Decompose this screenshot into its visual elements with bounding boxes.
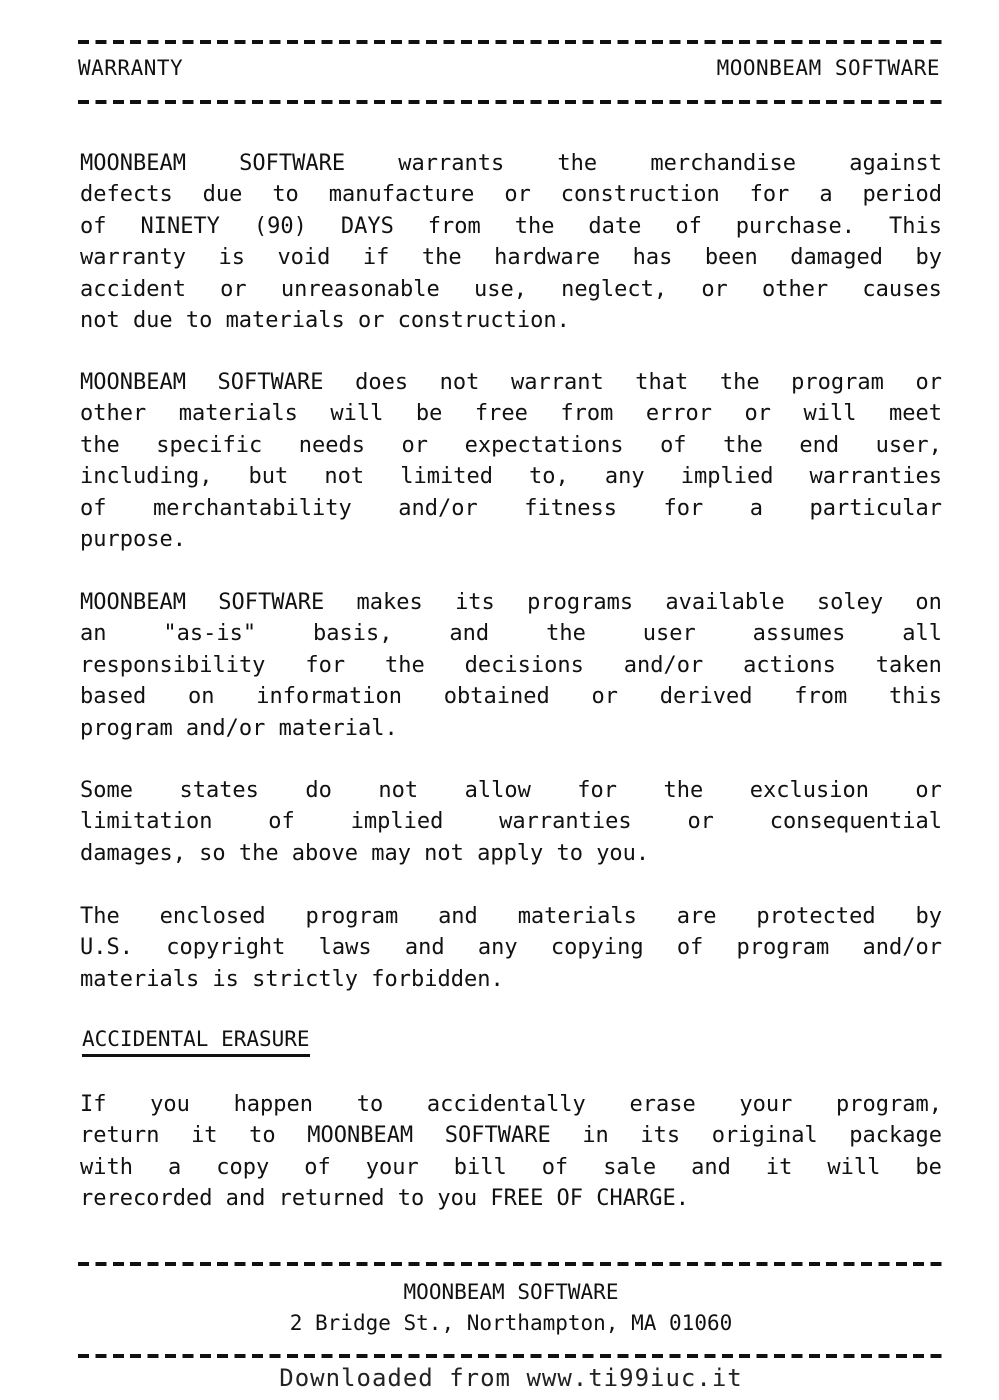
text-line bbox=[80, 211, 942, 242]
word: warranties bbox=[499, 809, 632, 835]
text-line bbox=[80, 148, 942, 179]
word: that bbox=[635, 370, 689, 395]
word: SOFTWARE bbox=[217, 370, 324, 395]
word: do bbox=[305, 778, 332, 803]
word: does bbox=[355, 370, 409, 395]
text-line bbox=[80, 838, 942, 869]
word: forbidden. bbox=[371, 966, 504, 992]
word: or bbox=[220, 276, 247, 302]
word: rerecorded bbox=[80, 1186, 213, 1212]
word: not bbox=[324, 464, 365, 490]
word: so bbox=[199, 840, 226, 866]
dashed-rule-footer-top bbox=[78, 1262, 944, 1266]
word: merchandise bbox=[650, 151, 797, 176]
word: hardware bbox=[494, 245, 601, 271]
word: of bbox=[675, 213, 702, 239]
page-header bbox=[78, 56, 940, 80]
word: will bbox=[803, 401, 857, 427]
word: and bbox=[404, 935, 445, 961]
word: laws bbox=[318, 935, 372, 961]
word: implied bbox=[680, 464, 774, 490]
word: are bbox=[676, 904, 717, 929]
word: soley bbox=[816, 590, 884, 615]
word: construction bbox=[560, 182, 720, 208]
word: OF bbox=[556, 1186, 584, 1212]
word: use, bbox=[473, 276, 527, 302]
text-line bbox=[80, 775, 942, 806]
word: of bbox=[304, 1154, 331, 1180]
word: to, bbox=[529, 464, 569, 490]
word: of bbox=[541, 1154, 569, 1180]
word: end bbox=[799, 432, 840, 458]
word: limited bbox=[400, 464, 493, 490]
text-line bbox=[80, 713, 942, 744]
word: any bbox=[477, 935, 518, 961]
word: by bbox=[915, 245, 942, 271]
word: the bbox=[384, 652, 425, 678]
word: to bbox=[185, 307, 213, 333]
word: any bbox=[604, 464, 645, 490]
word: it bbox=[191, 1123, 218, 1149]
word: program, bbox=[836, 1092, 942, 1117]
word: the bbox=[80, 432, 120, 458]
word: of bbox=[268, 809, 295, 835]
word: SOFTWARE bbox=[218, 590, 325, 615]
word: you. bbox=[596, 840, 650, 866]
word: or bbox=[504, 182, 531, 208]
text-line bbox=[80, 587, 942, 618]
word: program bbox=[305, 904, 399, 929]
word: SOFTWARE bbox=[239, 151, 346, 176]
text-line bbox=[80, 179, 942, 210]
word: a bbox=[749, 495, 763, 521]
word: will bbox=[827, 1154, 881, 1180]
paragraph-accidental-erasure bbox=[80, 1089, 942, 1215]
word: erase bbox=[629, 1092, 696, 1117]
word: against bbox=[849, 151, 942, 176]
word: you bbox=[150, 1092, 190, 1117]
text-line bbox=[80, 242, 942, 273]
word: unreasonable bbox=[280, 276, 440, 302]
paragraph-state-exclusions bbox=[80, 775, 942, 869]
word: or bbox=[687, 809, 714, 835]
word: MOONBEAM bbox=[80, 151, 186, 176]
word: it bbox=[765, 1154, 793, 1180]
word: happen bbox=[233, 1092, 314, 1117]
footer-address: 2 Bridge St., Northampton, MA 01060 bbox=[289, 1311, 733, 1335]
word: from bbox=[427, 213, 481, 239]
word: taken bbox=[875, 652, 942, 678]
word: an bbox=[80, 621, 107, 647]
word: from bbox=[794, 684, 848, 710]
text-line bbox=[80, 524, 942, 555]
word: protected bbox=[756, 904, 876, 929]
word: and bbox=[449, 621, 490, 647]
word: meet bbox=[888, 401, 942, 427]
paragraph-copyright bbox=[80, 901, 942, 995]
word: and bbox=[225, 1186, 266, 1212]
word: responsibility bbox=[80, 652, 266, 678]
word: apply bbox=[477, 840, 544, 866]
word: exclusion bbox=[749, 778, 869, 803]
word: SOFTWARE bbox=[444, 1123, 551, 1149]
word: original bbox=[711, 1123, 818, 1149]
word: package bbox=[849, 1123, 942, 1149]
word: on bbox=[915, 590, 942, 615]
word: NINETY bbox=[140, 213, 220, 239]
text-line bbox=[80, 274, 942, 305]
text-line bbox=[80, 650, 942, 681]
word: from bbox=[560, 401, 614, 427]
word: program bbox=[791, 370, 884, 395]
download-source-note: Downloaded from www.ti99iuc.it bbox=[279, 1364, 743, 1392]
word: other bbox=[80, 401, 147, 427]
word: to bbox=[249, 1123, 276, 1149]
word: the bbox=[238, 840, 279, 866]
text-line bbox=[80, 1089, 942, 1120]
word: programs bbox=[527, 590, 634, 615]
word: free bbox=[474, 401, 528, 427]
word: a bbox=[819, 182, 833, 208]
word: (90) bbox=[253, 213, 307, 239]
word: other bbox=[762, 276, 829, 302]
word: this bbox=[888, 684, 942, 710]
word: not bbox=[378, 778, 419, 803]
text-line bbox=[80, 493, 942, 524]
text-line bbox=[80, 1120, 942, 1151]
word: not bbox=[80, 307, 120, 333]
word: the bbox=[723, 432, 763, 458]
word: CHARGE. bbox=[596, 1186, 689, 1212]
word: is bbox=[212, 966, 239, 992]
paragraph-as-is bbox=[80, 587, 942, 744]
word: purpose. bbox=[80, 526, 186, 552]
word: or bbox=[744, 401, 772, 427]
word: or bbox=[701, 276, 728, 302]
word: derived bbox=[659, 684, 753, 710]
word: in bbox=[582, 1123, 609, 1149]
word: The bbox=[80, 904, 120, 929]
section-heading-accidental-erasure: ACCIDENTAL ERASURE bbox=[82, 1026, 310, 1057]
word: not bbox=[424, 840, 464, 866]
word: MOONBEAM bbox=[80, 370, 186, 395]
paragraph-no-warranty-fitness bbox=[80, 367, 942, 555]
word: If bbox=[80, 1092, 107, 1117]
word: all bbox=[902, 621, 942, 647]
word: of bbox=[80, 213, 107, 239]
word: program bbox=[80, 715, 173, 741]
word: and/or bbox=[185, 715, 266, 741]
text-line bbox=[80, 398, 942, 429]
word: due bbox=[132, 307, 173, 333]
footer-company: MOONBEAM SOFTWARE bbox=[403, 1280, 619, 1304]
word: DAYS bbox=[340, 213, 394, 239]
word: causes bbox=[862, 276, 942, 302]
word: and/or bbox=[398, 495, 478, 521]
word: damages, bbox=[80, 840, 186, 866]
word: expectations bbox=[464, 432, 624, 458]
word: makes bbox=[356, 590, 423, 615]
word: the bbox=[663, 778, 704, 803]
word: U.S. bbox=[80, 935, 133, 961]
word: neglect, bbox=[561, 276, 668, 302]
word: the bbox=[557, 151, 598, 176]
word: the bbox=[514, 213, 555, 239]
word: MOONBEAM bbox=[80, 590, 186, 615]
word: to bbox=[272, 182, 299, 208]
word: or bbox=[357, 307, 385, 333]
word: manufacture bbox=[328, 182, 475, 208]
word: Some bbox=[80, 778, 133, 803]
word: to bbox=[556, 840, 583, 866]
word: FREE bbox=[490, 1186, 544, 1212]
word: purchase. bbox=[735, 213, 856, 239]
word: warrant bbox=[510, 370, 604, 395]
word: This bbox=[888, 213, 942, 239]
word: basis, bbox=[313, 621, 393, 647]
word: actions bbox=[743, 652, 836, 678]
word: of bbox=[80, 495, 107, 521]
word: program bbox=[736, 935, 830, 961]
word: by bbox=[915, 904, 942, 929]
text-line bbox=[80, 932, 942, 963]
word: for bbox=[577, 778, 618, 803]
word: or bbox=[915, 370, 942, 395]
word: will bbox=[330, 401, 384, 427]
word: available bbox=[665, 590, 785, 615]
header-company: MOONBEAM SOFTWARE bbox=[716, 56, 940, 80]
word: for bbox=[663, 495, 704, 521]
word: strictly bbox=[252, 966, 359, 992]
word: the bbox=[546, 621, 586, 647]
word: for bbox=[749, 182, 790, 208]
dashed-rule-footer-bottom bbox=[78, 1354, 944, 1358]
word: return bbox=[80, 1123, 160, 1149]
word: above bbox=[291, 840, 359, 866]
word: materials bbox=[517, 904, 637, 929]
word: a bbox=[167, 1154, 182, 1180]
word: the bbox=[719, 370, 760, 395]
word: MOONBEAM bbox=[307, 1123, 414, 1149]
word: to bbox=[356, 1092, 384, 1117]
word: due bbox=[202, 182, 243, 208]
word: "as-is" bbox=[163, 621, 257, 647]
word: not bbox=[439, 370, 480, 395]
word: copying bbox=[550, 935, 644, 961]
word: needs bbox=[298, 432, 366, 458]
word: merchantability bbox=[153, 495, 352, 521]
word: enclosed bbox=[159, 904, 266, 929]
word: warranties bbox=[809, 464, 942, 490]
word: obtained bbox=[443, 684, 550, 710]
word: information bbox=[256, 684, 402, 710]
word: been bbox=[704, 245, 758, 271]
word: date bbox=[588, 213, 642, 239]
word: defects bbox=[80, 182, 173, 208]
word: states bbox=[179, 778, 259, 803]
word: you bbox=[437, 1186, 478, 1212]
word: period bbox=[862, 182, 942, 208]
word: of bbox=[660, 432, 687, 458]
text-line bbox=[80, 367, 942, 398]
word: copyright bbox=[166, 935, 286, 961]
word: accident bbox=[80, 276, 186, 302]
word: has bbox=[632, 245, 673, 271]
word: consequential bbox=[769, 809, 942, 835]
word: the bbox=[421, 245, 462, 271]
word: copy bbox=[216, 1154, 270, 1180]
word: your bbox=[365, 1154, 419, 1180]
word: your bbox=[739, 1092, 793, 1117]
text-line bbox=[80, 461, 942, 492]
word: decisions bbox=[464, 652, 584, 678]
word: and bbox=[691, 1154, 731, 1180]
text-line bbox=[80, 305, 942, 336]
word: be bbox=[415, 401, 443, 427]
word: or bbox=[915, 778, 942, 803]
word: materials bbox=[80, 966, 200, 992]
word: may bbox=[371, 840, 411, 866]
word: or bbox=[591, 684, 618, 710]
word: and bbox=[438, 904, 478, 929]
word: with bbox=[80, 1154, 133, 1180]
word: void bbox=[277, 245, 331, 271]
word: materials bbox=[178, 401, 298, 427]
text-line bbox=[80, 806, 942, 837]
text-line bbox=[80, 1152, 942, 1183]
word: including, bbox=[80, 464, 213, 490]
text-line bbox=[80, 964, 942, 995]
paragraph-warranty-period bbox=[80, 148, 942, 336]
text-line bbox=[80, 901, 942, 932]
word: material. bbox=[278, 715, 398, 741]
word: its bbox=[640, 1123, 681, 1149]
text-line bbox=[80, 681, 942, 712]
word: be bbox=[915, 1154, 942, 1180]
word: accidentally bbox=[426, 1092, 586, 1117]
text-line bbox=[80, 1183, 942, 1214]
word: particular bbox=[809, 495, 942, 521]
word: limitation bbox=[80, 809, 213, 835]
word: and/or bbox=[862, 935, 942, 961]
word: to bbox=[397, 1186, 425, 1212]
word: of bbox=[676, 935, 704, 961]
text-line bbox=[80, 430, 942, 461]
word: user bbox=[642, 621, 696, 647]
word: based bbox=[80, 684, 147, 710]
word: if bbox=[362, 245, 390, 271]
word: is bbox=[218, 245, 245, 271]
word: error bbox=[645, 401, 713, 427]
word: allow bbox=[464, 778, 531, 803]
word: but bbox=[248, 464, 289, 490]
word: returned bbox=[278, 1186, 385, 1212]
word: damaged bbox=[790, 245, 883, 271]
dashed-rule-header-bottom bbox=[78, 100, 944, 104]
word: fitness bbox=[524, 495, 617, 521]
word: and/or bbox=[623, 652, 704, 678]
word: bill bbox=[453, 1154, 507, 1180]
word: specific bbox=[156, 432, 263, 458]
header-title: WARRANTY bbox=[78, 56, 184, 80]
text-line bbox=[80, 618, 942, 649]
word: assumes bbox=[752, 621, 846, 647]
word: construction. bbox=[397, 307, 570, 333]
word: or bbox=[401, 432, 429, 458]
word: its bbox=[455, 590, 495, 615]
word: for bbox=[305, 652, 346, 678]
word: warranty bbox=[80, 245, 186, 271]
word: warrants bbox=[398, 151, 505, 176]
dashed-rule-top bbox=[78, 40, 944, 44]
word: materials bbox=[225, 307, 345, 333]
word: implied bbox=[350, 809, 444, 835]
word: user, bbox=[875, 432, 942, 458]
word: on bbox=[188, 684, 215, 710]
word: sale bbox=[603, 1154, 657, 1180]
